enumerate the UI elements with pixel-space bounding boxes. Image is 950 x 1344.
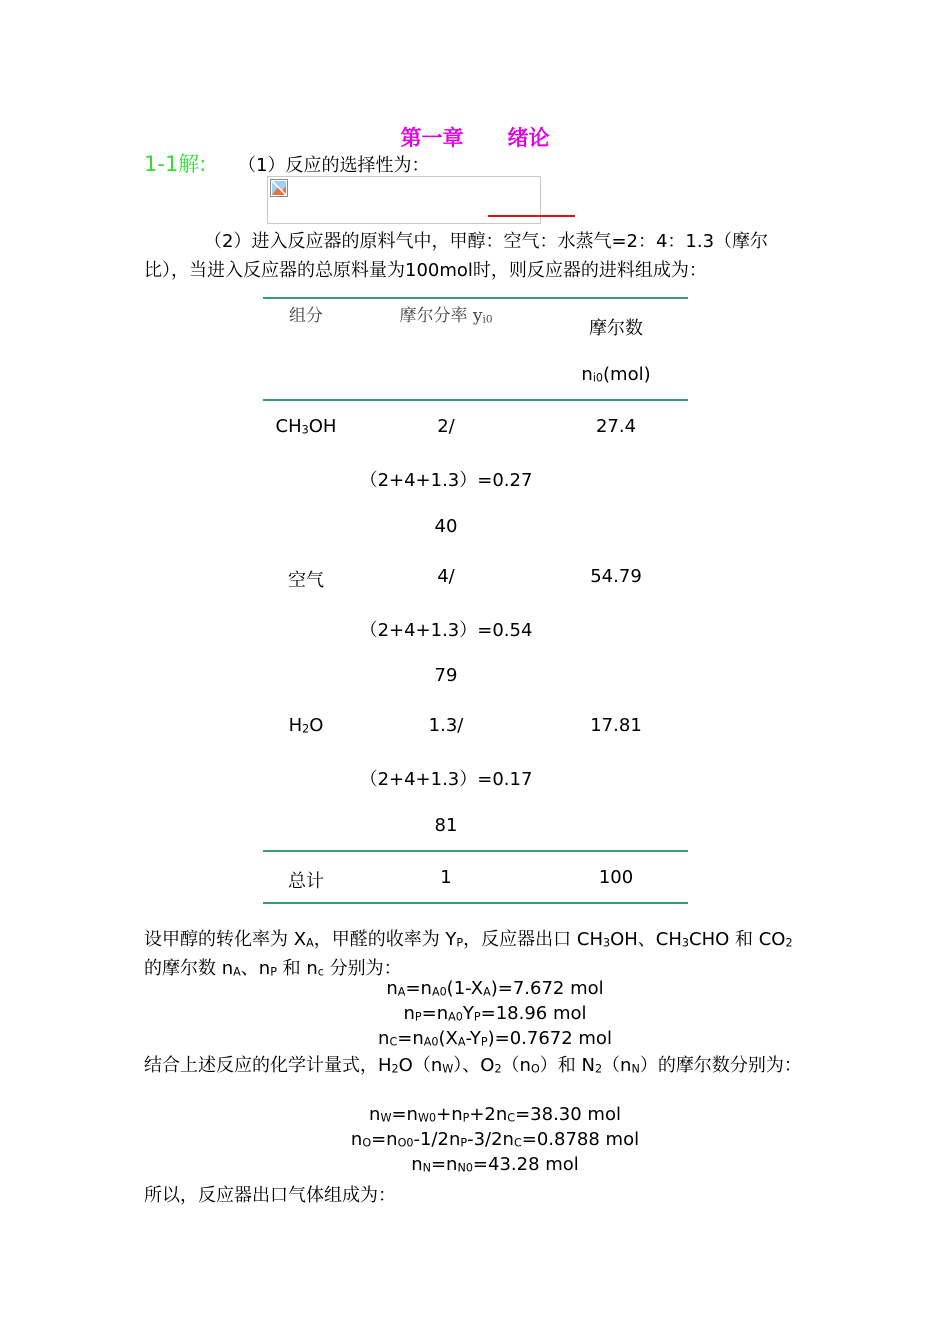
- chapter-name: 绪论: [507, 126, 550, 150]
- equation-nN: $n_N=n_{N0}=43.28$ mol: [411, 1154, 579, 1175]
- outlet-composition-text: 所以，反应器出口气体组成为：: [144, 1185, 396, 1206]
- broken-image-icon: [270, 179, 288, 197]
- row-air-component: 空气: [288, 570, 324, 591]
- table-total-rule: [263, 850, 688, 852]
- header-mole-fraction: 摩尔分率 $y_{i0}$: [399, 306, 493, 326]
- table-header-rule: [263, 399, 688, 401]
- row-air-frac-1: 4/: [437, 566, 455, 587]
- row-water-frac-1: 1.3/: [428, 715, 464, 736]
- row-methanol-moles: 27.4: [595, 416, 637, 437]
- red-underline: [488, 215, 575, 217]
- row-methanol-frac-1: 2/: [437, 416, 455, 437]
- conversion-paragraph: 设甲醇的转化率为 $X_A$，甲醛的收率为 $Y_P$，反应器出口 $CH_3OH$、$CH_3CHO$ 和 $CO_2$ 的摩尔数 $n_A$、$n_P$ 和 $n_c$ 分别为：: [144, 929, 793, 979]
- row-methanol-component: $CH_3OH$: [275, 416, 337, 437]
- equation-nW: $n_W=n_{W0}+n_P+2n_C=38.30$ mol: [369, 1104, 621, 1125]
- chapter-number: 第一章: [400, 126, 464, 150]
- row-water-frac-3: 81: [434, 815, 458, 836]
- row-air-moles: 54.79: [590, 566, 642, 587]
- row-air-frac-2: （2+4+1.3）=0.54: [359, 620, 533, 641]
- part2-paragraph: （2）进入反应器的原料气中，甲醇：空气：水蒸气=2：4：1.3（摩尔比），当进入反应器的总原料量为100mol时，则反应器的进料组成为：: [144, 231, 769, 281]
- total-moles: 100: [598, 867, 634, 888]
- row-water-frac-2: （2+4+1.3）=0.17: [359, 769, 533, 790]
- header-component: 组分: [289, 306, 323, 326]
- table-top-rule: [263, 297, 688, 299]
- header-moles-unit: $n_{i0}(mol)$: [581, 364, 651, 385]
- total-fraction: 1: [440, 867, 452, 888]
- total-label: 总计: [288, 871, 324, 892]
- row-water-component: $H_2O$: [288, 715, 324, 736]
- row-air-frac-3: 79: [434, 665, 458, 686]
- chapter-title: [0, 122, 950, 152]
- equation-nC: $n_C=n_{A0}(X_A-Y_P)=0.7672$ mol: [378, 1028, 612, 1049]
- table-bottom-rule: [263, 902, 688, 904]
- row-methanol-frac-2: （2+4+1.3）=0.27: [359, 470, 533, 491]
- header-moles: 摩尔数: [589, 318, 643, 339]
- part1-text: （1）反应的选择性为：: [238, 155, 430, 176]
- equation-nP: $n_P=n_{A0}Y_P=18.96$ mol: [403, 1003, 587, 1024]
- equation-nA: $n_A=n_{A0}(1-X_A)=7.672$ mol: [386, 978, 604, 999]
- problem-label: 1-1解:: [144, 152, 207, 176]
- equation-nO: $n_O=n_{O0}-1/2n_P-3/2n_C=0.8788$ mol: [350, 1129, 640, 1150]
- row-water-moles: 17.81: [590, 715, 642, 736]
- stoichiometry-paragraph: 结合上述反应的化学计量式，$H_2O(n_W)$、$O_2(n_O)$和 $N_2(n_N)$的摩尔数分别为：: [144, 1055, 802, 1076]
- row-methanol-frac-3: 40: [434, 516, 458, 537]
